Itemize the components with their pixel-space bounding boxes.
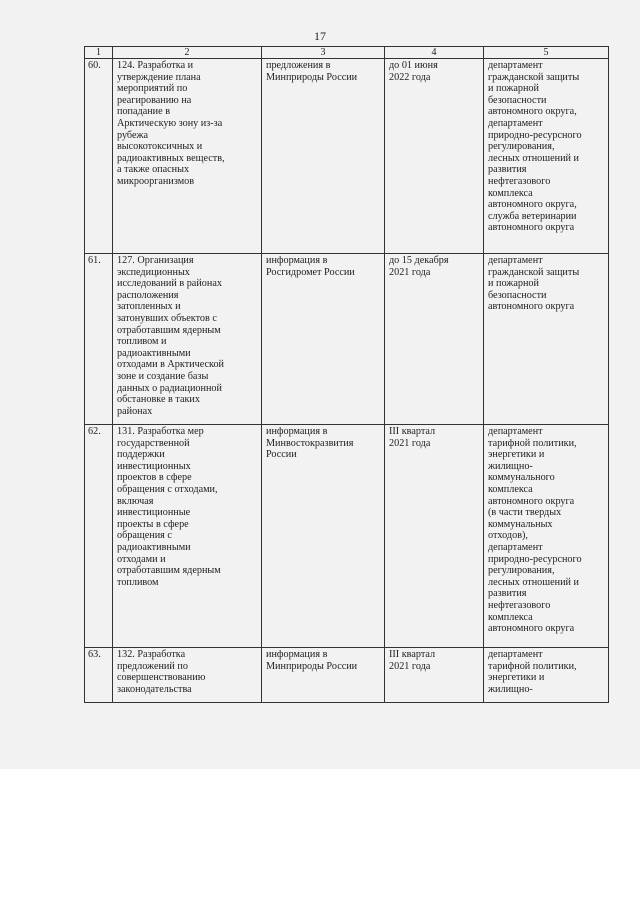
cell-text-line: радиоактивных веществ, bbox=[117, 152, 225, 164]
cell-text-line: гражданской защиты bbox=[488, 266, 580, 278]
cell-text-line: 124. Разработка и bbox=[117, 60, 194, 71]
table-row bbox=[85, 254, 609, 425]
cell-text-line: данных о радиационной bbox=[117, 382, 222, 394]
cell-text-line: мероприятий по bbox=[117, 83, 188, 95]
cell-text-line: отходами и bbox=[117, 553, 166, 565]
measure-cell bbox=[113, 648, 262, 703]
cell-text-line: обстановке в таких bbox=[117, 394, 200, 406]
report-form-cell bbox=[262, 648, 385, 703]
cell-text-line: инвестиционные bbox=[117, 507, 191, 519]
cell-text-line: Минприроды России bbox=[266, 660, 358, 672]
cell-text-line: затонувших объектов с bbox=[117, 312, 217, 324]
cell-text-line: нефтегазового bbox=[488, 175, 551, 187]
cell-text-line: безопасности bbox=[488, 289, 547, 301]
report-form-cell bbox=[262, 59, 385, 254]
cell-text-line: топливом bbox=[117, 576, 159, 588]
cell-text-line: проекты в сфере bbox=[117, 518, 189, 530]
cell-text-line: 2021 года bbox=[389, 266, 431, 278]
cell-text-line: III квартал bbox=[389, 649, 436, 660]
cell-text-line: комплекса bbox=[488, 187, 533, 199]
page-number: 17 bbox=[314, 29, 326, 43]
responsible-cell bbox=[484, 59, 609, 254]
cell-text-line: жилищно- bbox=[488, 460, 533, 472]
cell-text-line: 2022 года bbox=[389, 71, 431, 83]
cell-text-line: районах bbox=[117, 405, 153, 417]
column-header: 2 bbox=[113, 47, 262, 59]
plan-table bbox=[84, 46, 609, 703]
cell-text-line: законодательства bbox=[117, 683, 192, 695]
table-row bbox=[85, 648, 609, 703]
cell-text-line: комплекса bbox=[488, 611, 533, 623]
cell-text-line: лесных отношений и bbox=[488, 576, 579, 588]
responsible-cell bbox=[484, 648, 609, 703]
row-number-cell: 61. bbox=[85, 254, 113, 425]
cell-text-line: департамент bbox=[488, 649, 543, 660]
cell-text-line: отработавшим ядерным bbox=[117, 565, 221, 577]
cell-text-line: автономного округа, bbox=[488, 106, 577, 118]
cell-text-line: и пожарной bbox=[488, 278, 539, 290]
report-form-cell bbox=[262, 425, 385, 648]
cell-text-line: энергетики и bbox=[488, 672, 545, 684]
cell-text-line: 2021 года bbox=[389, 660, 431, 672]
deadline-cell bbox=[385, 648, 484, 703]
cell-text-line: коммунального bbox=[488, 472, 555, 484]
cell-text-line: и пожарной bbox=[488, 83, 539, 95]
cell-text-line: инвестиционных bbox=[117, 460, 191, 472]
table-row bbox=[85, 59, 609, 254]
cell-text-line: жилищно- bbox=[488, 683, 533, 695]
column-header: 5 bbox=[484, 47, 609, 59]
cell-text-line: автономного округа bbox=[488, 495, 575, 507]
cell-text-line: тарифной политики, bbox=[488, 437, 577, 449]
cell-text-line: высокотоксичных и bbox=[117, 141, 203, 153]
cell-text-line: до 15 декабря bbox=[389, 255, 449, 266]
row-number-cell: 60. bbox=[85, 59, 113, 254]
cell-text-line: регулирования, bbox=[488, 141, 555, 153]
cell-text-line: России bbox=[266, 449, 297, 461]
cell-text-line: развития bbox=[488, 588, 527, 600]
cell-text-line: совершенствованию bbox=[117, 672, 206, 684]
cell-text-line: департамент bbox=[488, 426, 543, 437]
cell-text-line: коммунальных bbox=[488, 518, 553, 530]
responsible-cell bbox=[484, 425, 609, 648]
cell-text-line: Минвостокразвития bbox=[266, 437, 354, 449]
cell-text-line: рубежа bbox=[117, 129, 149, 141]
cell-text-line: Росгидромет России bbox=[266, 266, 355, 278]
cell-text-line: III квартал bbox=[389, 426, 436, 437]
deadline-cell bbox=[385, 254, 484, 425]
blank-area bbox=[0, 769, 640, 905]
row-number-cell: 63. bbox=[85, 648, 113, 703]
responsible-cell bbox=[484, 254, 609, 425]
cell-text-line: Минприроды России bbox=[266, 71, 358, 83]
cell-text-line: попадание в bbox=[117, 106, 171, 118]
cell-text-line: зоне и создание базы bbox=[117, 370, 209, 382]
cell-text-line: департамент bbox=[488, 117, 543, 129]
cell-text-line: гражданской защиты bbox=[488, 71, 580, 83]
row-number-cell: 62. bbox=[85, 425, 113, 648]
header-row bbox=[85, 47, 609, 59]
column-header: 4 bbox=[385, 47, 484, 59]
column-header: 3 bbox=[262, 47, 385, 59]
cell-text-line: комплекса bbox=[488, 483, 533, 495]
cell-text-line: информация в bbox=[266, 426, 328, 437]
cell-text-line: лесных отношений и bbox=[488, 152, 579, 164]
cell-text-line: служба ветеринарии bbox=[488, 210, 577, 222]
cell-text-line: топливом и bbox=[117, 336, 167, 348]
column-header: 1 bbox=[85, 47, 113, 59]
cell-text-line: 127. Организация bbox=[117, 255, 194, 266]
cell-text-line: природно-ресурсного bbox=[488, 129, 582, 141]
cell-text-line: автономного округа bbox=[488, 222, 575, 234]
cell-text-line: радиоактивными bbox=[117, 541, 191, 553]
cell-text-line: развития bbox=[488, 164, 527, 176]
cell-text-line: обращения с отходами, bbox=[117, 483, 218, 495]
cell-text-line: департамент bbox=[488, 255, 543, 266]
cell-text-line: отходами в Арктической bbox=[117, 359, 224, 371]
cell-text-line: исследований в районах bbox=[117, 278, 222, 290]
cell-text-line: автономного округа, bbox=[488, 199, 577, 211]
cell-text-line: нефтегазового bbox=[488, 599, 551, 611]
cell-text-line: предложений по bbox=[117, 660, 188, 672]
cell-text-line: природно-ресурсного bbox=[488, 553, 582, 565]
cell-text-line: отработавшим ядерным bbox=[117, 324, 221, 336]
cell-text-line: 131. Разработка мер bbox=[117, 426, 204, 437]
cell-text-line: а также опасных bbox=[117, 164, 190, 176]
report-form-cell bbox=[262, 254, 385, 425]
cell-text-line: поддержки bbox=[117, 449, 165, 461]
deadline-cell bbox=[385, 425, 484, 648]
cell-text-line: радиоактивными bbox=[117, 347, 191, 359]
cell-text-line: расположения bbox=[117, 289, 179, 301]
measure-cell bbox=[113, 425, 262, 648]
cell-text-line: безопасности bbox=[488, 94, 547, 106]
cell-text-line: затопленных и bbox=[117, 301, 181, 313]
cell-text-line: микроорганизмов bbox=[117, 175, 195, 187]
cell-text-line: департамент bbox=[488, 541, 543, 553]
deadline-cell bbox=[385, 59, 484, 254]
cell-text-line: информация в bbox=[266, 649, 328, 660]
cell-text-line: отходов), bbox=[488, 530, 528, 542]
cell-text-line: реагированию на bbox=[117, 94, 192, 106]
cell-text-line: автономного округа bbox=[488, 301, 575, 313]
cell-text-line: Арктическую зону из-за bbox=[117, 117, 223, 129]
cell-text-line: департамент bbox=[488, 60, 543, 71]
cell-text-line: тарифной политики, bbox=[488, 660, 577, 672]
measure-cell bbox=[113, 59, 262, 254]
cell-text-line: утверждение плана bbox=[117, 71, 201, 83]
cell-text-line: (в части твердых bbox=[488, 507, 562, 519]
table-row bbox=[85, 425, 609, 648]
cell-text-line: до 01 июня bbox=[389, 60, 438, 71]
measure-cell bbox=[113, 254, 262, 425]
cell-text-line: 132. Разработка bbox=[117, 649, 186, 660]
cell-text-line: предложения в bbox=[266, 60, 331, 71]
cell-text-line: информация в bbox=[266, 255, 328, 266]
cell-text-line: обращения с bbox=[117, 530, 172, 542]
cell-text-line: экспедиционных bbox=[117, 266, 190, 278]
cell-text-line: проектов в сфере bbox=[117, 472, 192, 484]
cell-text-line: 2021 года bbox=[389, 437, 431, 449]
cell-text-line: энергетики и bbox=[488, 449, 545, 461]
cell-text-line: включая bbox=[117, 495, 154, 507]
cell-text-line: регулирования, bbox=[488, 565, 555, 577]
cell-text-line: государственной bbox=[117, 437, 190, 449]
cell-text-line: автономного округа bbox=[488, 623, 575, 635]
